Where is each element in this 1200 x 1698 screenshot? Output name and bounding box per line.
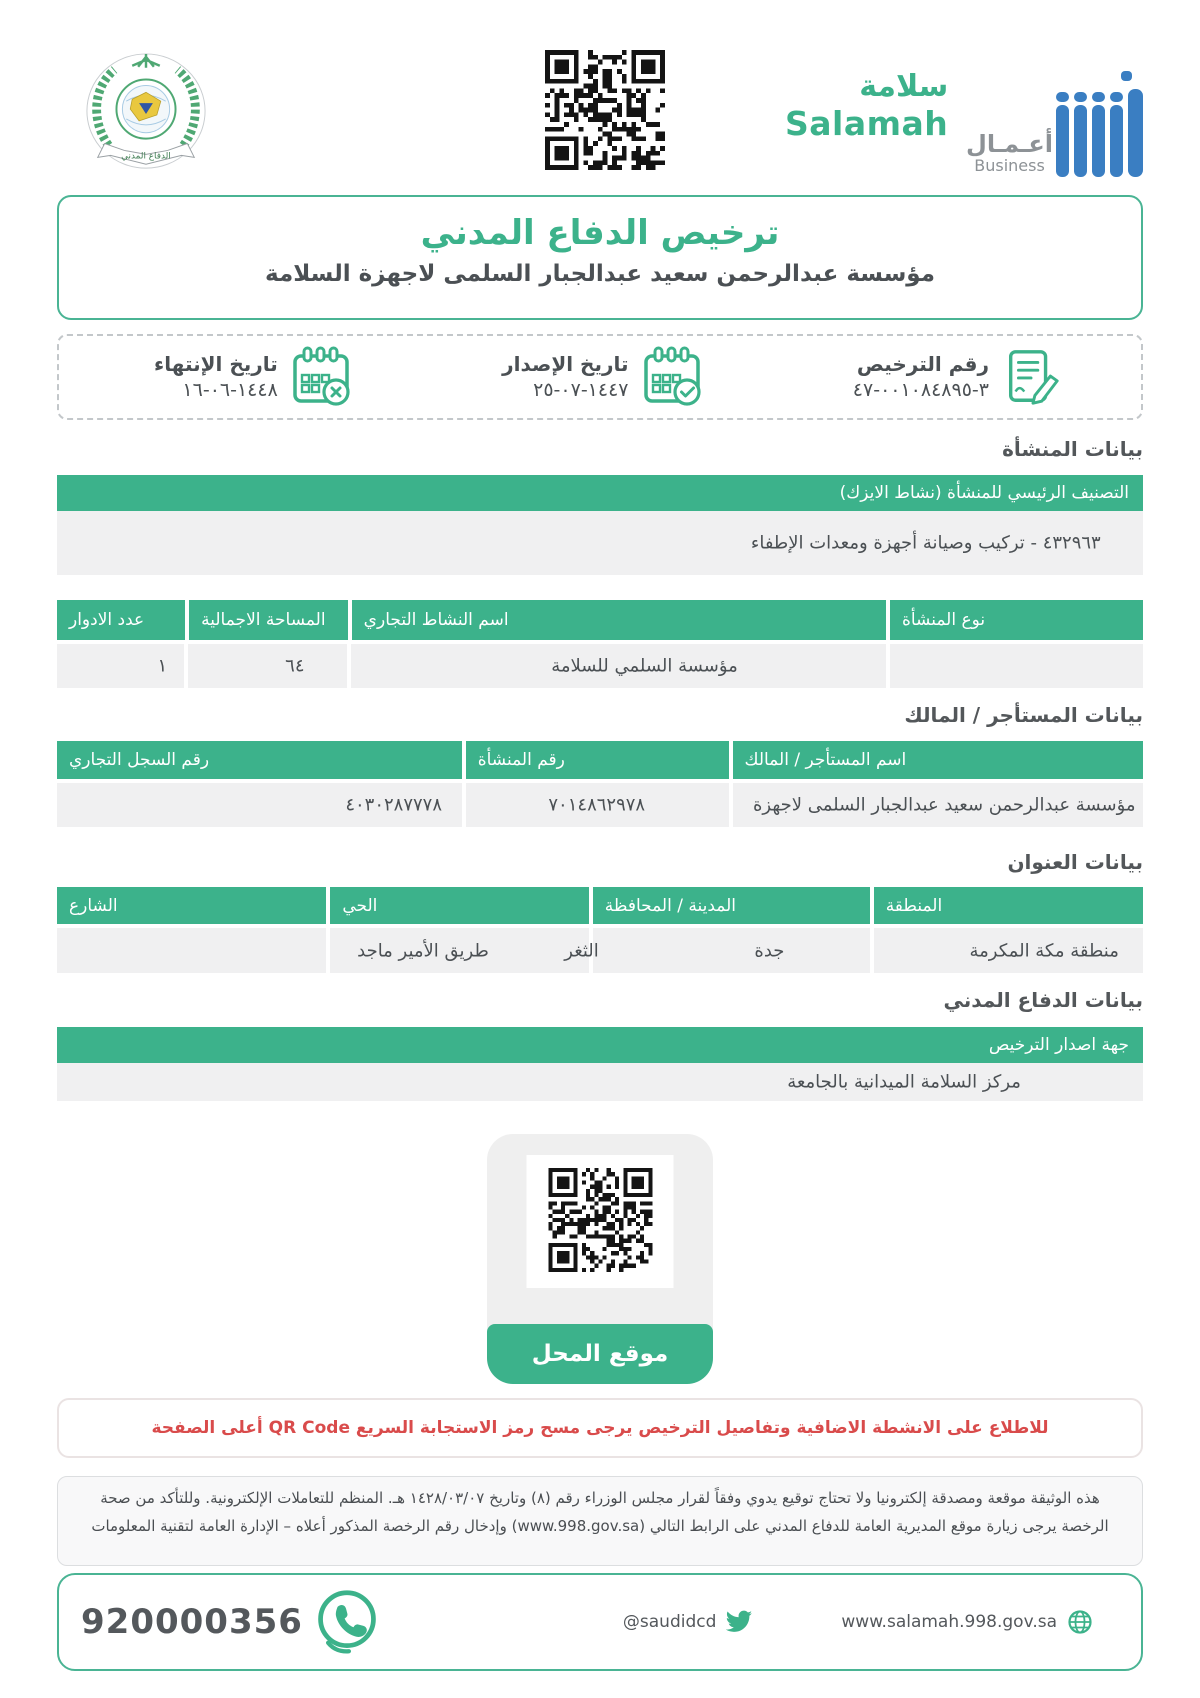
city-header: المدينة / المحافظة	[593, 887, 870, 924]
issue-date-label: تاريخ الإصدار	[502, 352, 629, 376]
cd-logo-ribbon-text: الدفاع المدني	[121, 151, 171, 162]
location-qr-frame	[527, 1155, 674, 1288]
facility-type-header: نوع المنشأة	[890, 600, 1143, 640]
legal-disclaimer: هذه الوثيقة موقعة ومصدقة إلكترونيا ولا تحتاج توقيع يدوي وفقاً لقرار مجلس الوزراء رقم (٨) وتاريخ ١٤٢٨/٠٣/٠٧ هـ. المنظم للتعاملات الإلكترونية. وللتأكد من صحة الرخصة يرجى زيارة موقع المديرية العامة للدفاع المدني على الرابط التالي (www.998.gov.sa) وإدخال رقم الرخصة المذكور أعلاه – الإدارة العامة لتقنية المعلومات	[57, 1476, 1143, 1566]
phone-number: 920000356	[81, 1602, 303, 1642]
civil-defense-section-title: بيانات الدفاع المدني	[943, 988, 1143, 1012]
issue-date-value: ١٤٤٧-٠٧-٢٥	[533, 379, 629, 401]
license-number-value: ٣-٠٠١٠٨٤٨٩٥-٤٧	[852, 379, 989, 401]
city-value: جدة	[754, 940, 785, 961]
issue-date-item	[502, 345, 704, 409]
issuer-value: مركز السلامة الميدانية بالجامعة	[787, 1071, 1021, 1093]
address-table-row	[57, 928, 1143, 973]
district-header: الحي	[330, 887, 588, 924]
civil-defense-emblem-icon	[80, 50, 212, 178]
document-header	[57, 45, 1143, 180]
street-header: الشارع	[57, 887, 326, 924]
location-qr-card	[487, 1134, 713, 1384]
owner-name-header: اسم المستأجر / المالك	[733, 741, 1144, 779]
total-area-value: ٦٤	[285, 655, 305, 677]
license-number-label: رقم الترخيص	[856, 352, 989, 376]
facility-number-header: رقم المنشأة	[466, 741, 729, 779]
globe-icon	[1067, 1609, 1093, 1635]
trade-name-value: مؤسسة السلمي للسلامة	[551, 655, 738, 677]
expiry-date-item	[154, 345, 354, 409]
facility-section-title: بيانات المنشأة	[1002, 437, 1143, 461]
total-area-header: المساحة الاجمالية	[189, 600, 348, 640]
page-title: ترخيص الدفاع المدني	[420, 213, 780, 253]
cr-number-value: ٤٠٣٠٢٨٧٧٧٨	[345, 794, 442, 816]
floors-header: عدد الادوار	[57, 600, 185, 640]
issuer-label: جهة اصدار الترخيص	[988, 1035, 1129, 1055]
calendar-check-icon	[641, 345, 705, 409]
classification-row	[57, 511, 1143, 575]
twitter-icon	[726, 1610, 753, 1634]
region-header: المنطقة	[874, 887, 1143, 924]
qr-notice-box	[57, 1398, 1143, 1458]
twitter-group[interactable]	[623, 1610, 754, 1634]
absher-logo-icon	[1056, 89, 1143, 177]
expiry-date-value: ١٤٤٨-٠٦-١٦	[182, 379, 278, 401]
license-clipboard-pen-icon	[1001, 346, 1063, 408]
cr-number-header: رقم السجل التجاري	[57, 741, 462, 779]
owner-name-value: مؤسسة عبدالرحمن سعيد عبدالجبار السلمى لاجهزة	[752, 794, 1136, 816]
establishment-name-subtitle: مؤسسة عبدالرحمن سعيد عبدالجبار السلمى لاجهزة السلامة	[265, 261, 935, 287]
address-table-header	[57, 887, 1143, 924]
facility-table-header	[57, 600, 1143, 640]
salamah-logo	[785, 70, 948, 144]
facility-table-row	[57, 644, 1143, 688]
civil-defense-logo	[80, 50, 212, 182]
absher-business-logo	[966, 45, 1143, 180]
salamah-arabic-label: سلامة	[859, 69, 949, 104]
calendar-x-icon	[290, 345, 354, 409]
district-value: الثغر	[564, 940, 599, 961]
website-group[interactable]	[841, 1609, 1093, 1635]
issuer-row	[57, 1063, 1143, 1101]
title-box	[57, 195, 1143, 320]
contact-footer	[57, 1573, 1143, 1671]
license-summary-strip	[57, 334, 1143, 420]
address-section-title: بيانات العنوان	[1007, 850, 1143, 874]
expiry-date-label: تاريخ الإنتهاء	[154, 352, 278, 376]
salamah-english-label: Salamah	[785, 104, 949, 143]
trade-name-header: اسم النشاط التجاري	[352, 600, 886, 640]
qr-notice-text: للاطلاع على الانشطة الاضافية وتفاصيل الترخيص يرجى مسح رمز الاستجابة السريع QR Code أعلى الصفحة	[151, 1418, 1049, 1438]
absher-english-label: Business	[974, 156, 1045, 175]
street-value: طريق الأمير ماجد	[357, 940, 489, 961]
region-value: منطقة مكة المكرمة	[969, 940, 1119, 961]
header-qr-code	[545, 50, 665, 170]
classification-value: ٤٣٢٩٦٣ - تركيب وصيانة أجهزة ومعدات الإطفاء	[750, 532, 1101, 554]
location-qr-code	[548, 1168, 652, 1276]
absher-arabic-label: أعـمـال	[966, 130, 1053, 158]
owner-section-title: بيانات المستأجر / المالك	[904, 703, 1143, 727]
twitter-handle[interactable]: @saudidcd	[622, 1612, 717, 1632]
phone-group	[81, 1588, 381, 1656]
issuer-header	[57, 1027, 1143, 1063]
owner-table-row	[57, 783, 1143, 827]
floors-value: ١	[157, 655, 168, 677]
license-number-item	[853, 346, 1063, 408]
classification-label: التصنيف الرئيسي للمنشأة (نشاط الايزك)	[839, 483, 1129, 503]
absher-wordmark	[966, 131, 1053, 175]
classification-header	[57, 475, 1143, 511]
facility-number-value: ٧٠١٤٨٦٢٩٧٨	[548, 794, 646, 816]
owner-table-header	[57, 741, 1143, 779]
shop-location-button[interactable]: موقع المحل	[487, 1324, 713, 1384]
phone-icon	[313, 1588, 381, 1656]
website-link[interactable]: www.salamah.998.gov.sa	[841, 1612, 1057, 1632]
